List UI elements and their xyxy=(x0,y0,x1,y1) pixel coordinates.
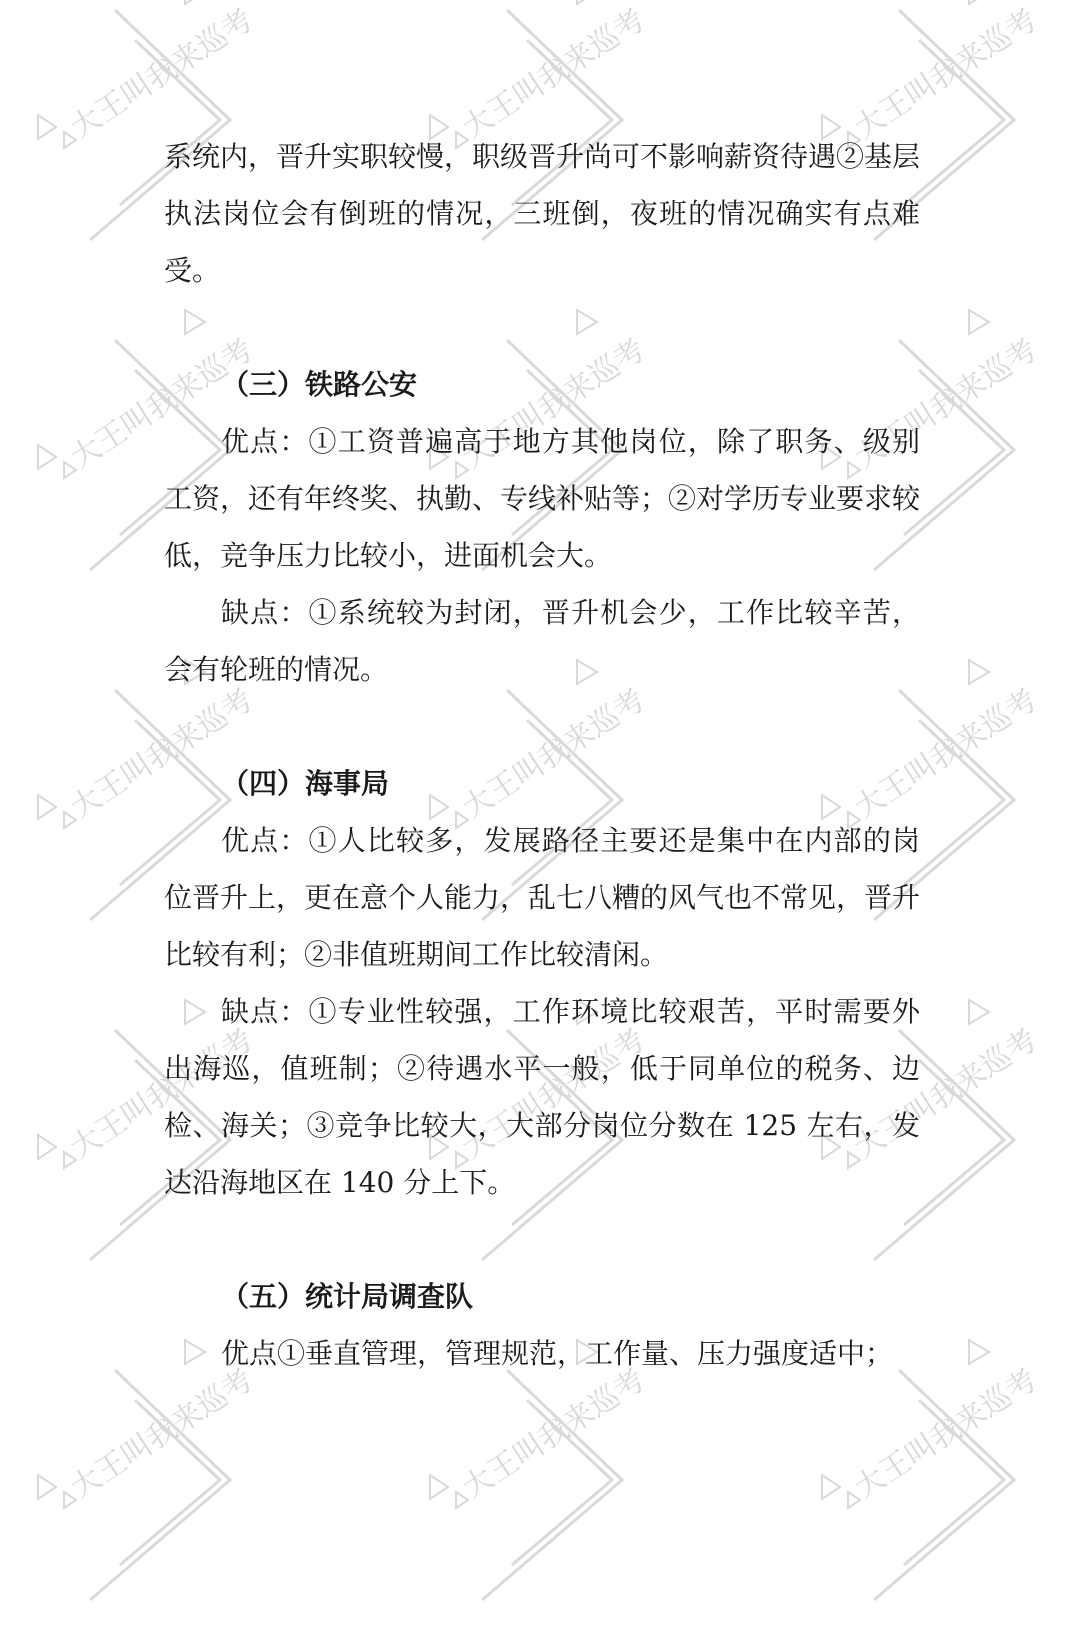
watermark-text: 大王叫我来巡考 xyxy=(456,1022,652,1167)
maritime-bureau-cons: 缺点：①专业性较强，工作环境比较艰苦，平时需要外出海巡，值班制；②待遇水平一般，低于同单位的税务、边检、海关；③竞争比较大，大部分岗位分数在 125 左右，发达沿海地区在 140 分上下。 xyxy=(164,995,920,1199)
watermark-text: 大王叫我来巡考 xyxy=(848,332,1044,477)
watermark-text: 大王叫我来巡考 xyxy=(848,682,1044,827)
watermark-text: 大王叫我来巡考 xyxy=(456,1362,652,1507)
watermark-text: 大王叫我来巡考 xyxy=(64,1362,260,1507)
watermark-text: 大王叫我来巡考 xyxy=(848,2,1044,147)
document-body xyxy=(164,128,920,1382)
railway-police-pros: 优点：①工资普遍高于地方其他岗位，除了职务、级别工资，还有年终奖、执勤、专线补贴等；②对学历专业要求较低，竞争压力比较小，进面机会大。 xyxy=(164,425,921,572)
section-heading-railway-police: （三）铁路公安 xyxy=(221,368,418,401)
watermark-text: 大王叫我来巡考 xyxy=(456,2,652,147)
watermark-text: 大王叫我来巡考 xyxy=(456,682,652,827)
watermark-text: 大王叫我来巡考 xyxy=(456,332,652,477)
watermark-text: 大王叫我来巡考 xyxy=(64,1022,260,1167)
section-heading-statistics-survey-team: （五）统计局调查队 xyxy=(221,1280,474,1313)
section-heading-maritime-bureau: （四）海事局 xyxy=(221,767,390,800)
railway-police-cons: 缺点：①系统较为封闭，晋升机会少，工作比较辛苦，会有轮班的情况。 xyxy=(164,596,920,686)
watermark-text: 大王叫我来巡考 xyxy=(64,2,260,147)
watermark-text: 大王叫我来巡考 xyxy=(848,1362,1044,1507)
watermark-text: 大王叫我来巡考 xyxy=(64,682,260,827)
watermark-text: 大王叫我来巡考 xyxy=(848,1022,1044,1167)
intro-paragraph: 系统内，晋升实职较慢，职级晋升尚可不影响薪资待遇②基层执法岗位会有倒班的情况，三班倒，夜班的情况确实有点难受。 xyxy=(164,140,921,287)
watermark-text: 大王叫我来巡考 xyxy=(64,332,260,477)
maritime-bureau-pros: 优点：①人比较多，发展路径主要还是集中在内部的岗位晋升上，更在意个人能力，乱七八糟的风气也不常见，晋升比较有利；②非值班期间工作比较清闲。 xyxy=(164,824,921,971)
statistics-survey-team-pros: 优点①垂直管理，管理规范，工作量、压力强度适中； xyxy=(221,1337,894,1370)
